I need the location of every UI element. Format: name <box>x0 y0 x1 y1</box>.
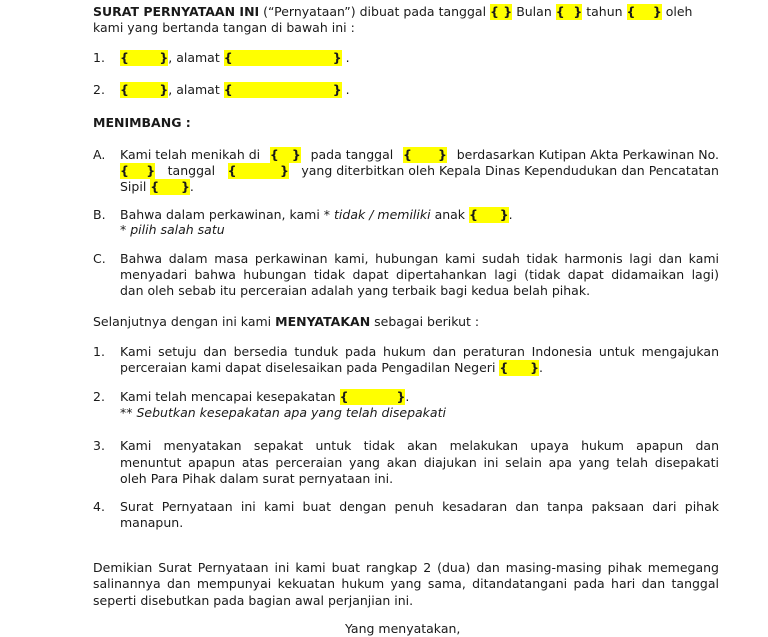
consideration-a-number: A. <box>93 147 106 162</box>
signature-label: Yang menyatakan, <box>345 621 461 636</box>
closing-line-3: seperti disebutkan pada bagian awal perjanjian ini. <box>93 593 414 608</box>
blank-year[interactable]: { } <box>626 4 662 19</box>
statement-3-line-1: Kami menyatakan sepakat untuk tidak akan melakukan upaya hukum apapun dan <box>120 438 719 453</box>
party-2-address-blank[interactable]: { } <box>223 82 342 97</box>
statement-4-line-1: Surat Pernyataan ini kami buat dengan penuh kesadaran dan tanpa paksaan dari pihak <box>120 499 719 514</box>
consideration-c-line-1: Bahwa dalam masa perkawinan kami, hubungan kami sudah tidak harmonis lagi dan kami <box>120 251 719 266</box>
party-2-end: . <box>345 82 350 97</box>
party-2-line <box>120 82 350 98</box>
consideration-a-blank-place[interactable]: { } <box>269 147 301 162</box>
year-label: tahun <box>586 4 623 19</box>
statement-2-number: 2. <box>93 389 105 404</box>
closing-line-2: salinannya dan mempunyai kekuatan hukum yang sama, ditandatangani pada hari dan tanggal <box>93 576 719 591</box>
statement-3-line-2: menuntut apapun atas perceraian yang akan diajukan ini selain apa yang telah disepakati <box>120 455 719 470</box>
party-2-number: 2. <box>93 82 105 97</box>
statement-3-line-3: oleh Para Pihak dalam surat pernyataan ini. <box>120 471 394 486</box>
statement-intro-text-2: sebagai berikut : <box>374 314 480 329</box>
statement-1-line-1: Kami setuju dan bersedia tunduk pada hukum dan peraturan Indonesia untuk mengajukan <box>120 344 719 359</box>
title-rest: (“Pernyataan”) dibuat pada tanggal <box>263 4 487 19</box>
party-1-line <box>120 50 350 66</box>
consideration-a-line-3 <box>120 179 194 195</box>
blank-month[interactable]: { } <box>555 4 583 19</box>
statement-1-text: perceraian kami dapat diselesaikan pada Pengadilan Negeri <box>120 360 496 375</box>
intro-line-1 <box>93 4 719 20</box>
party-1-end: . <box>345 50 350 65</box>
consideration-a-line-2 <box>120 163 719 179</box>
consideration-a-text-1: Kami telah menikah di <box>120 147 261 162</box>
statement-1-number: 1. <box>93 344 105 359</box>
title-bold: SURAT PERNYATAAN INI <box>93 4 260 19</box>
statement-1-blank-court[interactable]: { } <box>499 360 539 375</box>
statement-2-end: . <box>405 389 410 404</box>
party-1-name-blank[interactable]: { } <box>120 50 169 65</box>
party-2-name-blank[interactable]: { } <box>120 82 169 97</box>
intro-line-2: kami yang bertanda tangan di bawah ini : <box>93 20 355 35</box>
consideration-b-note: * pilih salah satu <box>120 222 225 237</box>
consideration-a-line-1 <box>120 147 719 163</box>
statement-1-line-2 <box>120 360 543 376</box>
blank-date[interactable]: { } <box>490 4 513 19</box>
statement-2-text: Kami telah mencapai kesepakatan <box>120 389 336 404</box>
consideration-a-blank-number[interactable]: { } <box>120 163 156 178</box>
consideration-c-line-3: dan oleh sebab itu perceraian adalah yang terbaik bagi kedua belah pihak. <box>120 283 591 298</box>
consideration-c-line-2: menyadari bahwa hubungan tidak dapat dipertahankan lagi (tidak dapat didamaikan lagi) <box>120 267 719 282</box>
consideration-b-number: B. <box>93 207 106 222</box>
statement-intro-text-1: Selanjutnya dengan ini kami <box>93 314 272 329</box>
consideration-a-blank-civil[interactable]: { } <box>150 179 190 194</box>
statement-2-blank-agreement[interactable]: { } <box>339 389 406 404</box>
consideration-a-text-3: berdasarkan Kutipan Akta Perkawinan No. <box>456 147 719 162</box>
party-2-address-label: , alamat <box>168 82 220 97</box>
party-1-address-blank[interactable]: { } <box>223 50 342 65</box>
statement-4-line-2: manapun. <box>120 515 184 530</box>
consideration-a-blank-date[interactable]: { } <box>403 147 447 162</box>
consideration-a-text-6: Sipil <box>120 179 147 194</box>
statement-intro <box>93 314 479 330</box>
consideration-b-end: . <box>508 207 513 222</box>
consideration-a-text-2: pada tanggal <box>310 147 394 162</box>
statement-2-note: ** Sebutkan kesepakatan apa yang telah disepakati <box>120 405 446 420</box>
consideration-a-text-4: tanggal <box>167 163 216 178</box>
statement-4-number: 4. <box>93 499 105 514</box>
consideration-b-choice: tidak / memiliki <box>334 207 431 222</box>
closing-line-1: Demikian Surat Pernyataan ini kami buat rangkap 2 (dua) dan masing-masing pihak memegang <box>93 560 719 575</box>
consideration-a-end: . <box>189 179 194 194</box>
statement-intro-bold: MENYATAKAN <box>275 314 371 329</box>
intro-tail: oleh <box>665 4 693 19</box>
party-1-address-label: , alamat <box>168 50 220 65</box>
statement-1-end: . <box>538 360 543 375</box>
month-label: Bulan <box>516 4 552 19</box>
statement-3-number: 3. <box>93 438 105 453</box>
consideration-b-text-1: Bahwa dalam perkawinan, kami * <box>120 207 331 222</box>
menimbang-heading: MENIMBANG : <box>93 115 191 130</box>
consideration-c-number: C. <box>93 251 106 266</box>
consideration-a-blank-date-2[interactable]: { } <box>227 163 289 178</box>
statement-2-line-1 <box>120 389 409 405</box>
consideration-a-text-5: yang diterbitkan oleh Kepala Dinas Kependudukan dan Pencatatan <box>301 163 719 178</box>
consideration-b-line-1 <box>120 207 513 223</box>
party-1-number: 1. <box>93 50 105 65</box>
consideration-b-text-2: anak <box>434 207 466 222</box>
consideration-b-blank-children[interactable]: { } <box>469 207 509 222</box>
